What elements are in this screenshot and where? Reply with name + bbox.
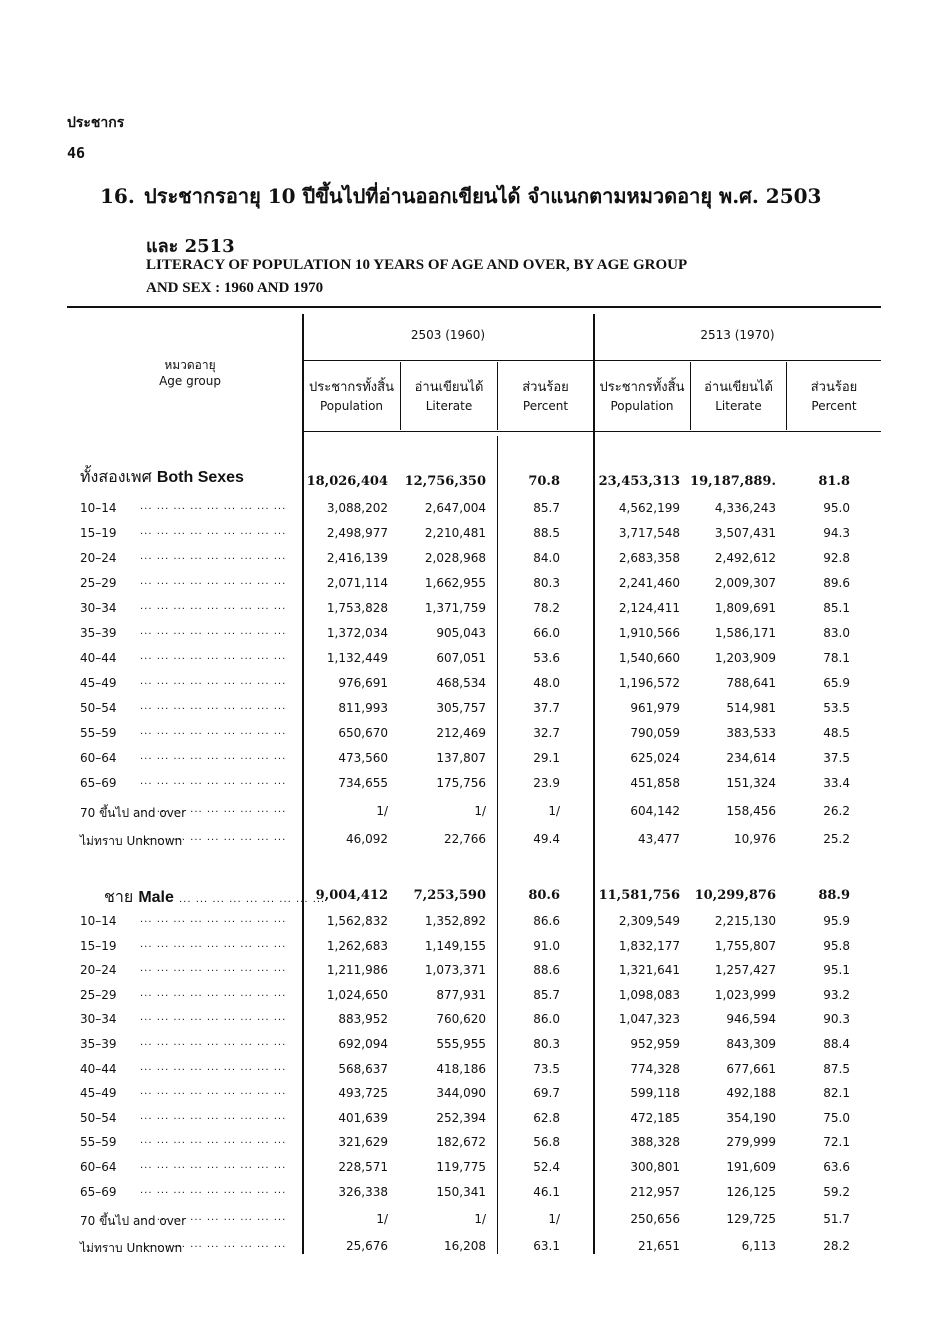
cell-percent-1960: 88.6 (533, 963, 560, 977)
age-group-cell: 65–69 (80, 776, 117, 790)
cell-percent-1960: 49.4 (533, 832, 560, 846)
cell-percent-1970: 83.0 (823, 626, 850, 640)
age-group-cell: 20–24 (80, 963, 117, 977)
age-group-cell: 50–54 (80, 701, 117, 715)
cell-population-1970: 604,142 (630, 804, 680, 818)
male-total-row (0, 888, 941, 908)
leader-dots: ... ... ... ... ... ... ... ... ... (140, 1185, 287, 1196)
cell-literate-1970: 677,661 (726, 1062, 776, 1076)
leader-dots: ... ... ... ... ... ... ... ... ... (140, 939, 287, 950)
cell-population-1960: 228,571 (338, 1160, 388, 1174)
leader-dots: ... ... ... ... ... ... ... ... ... (140, 963, 287, 974)
cell-percent-1970: 85.1 (823, 601, 850, 615)
cell-percent-1970: 48.5 (823, 726, 850, 740)
cell-population-1960: 650,670 (338, 726, 388, 740)
age-group-cell: 50–54 (80, 1111, 117, 1125)
cell-population-1970: 2,241,460 (618, 576, 680, 590)
table-row (0, 963, 941, 983)
title-thai-line1: ประชากรอายุ 10 ปีขึ้นไปที่อ่านออกเขียนได้ จำแนกตามหมวดอายุ พ.ศ. 2503 (144, 184, 822, 208)
leader-dots: ... ... ... ... ... ... ... ... ... (140, 804, 287, 815)
age-group-header-en: Age group (159, 374, 221, 388)
cell-literate-1960: 2,210,481 (424, 526, 486, 540)
cell-literate-1960: 1,073,371 (424, 963, 486, 977)
age-group-cell: 60–64 (80, 1160, 117, 1174)
cell-percent-1960: 23.9 (533, 776, 560, 790)
table-row (0, 1111, 941, 1131)
cell-literate-1970: 191,609 (726, 1160, 776, 1174)
table-row (0, 1012, 941, 1032)
table-title-english (146, 254, 846, 300)
cell-literate-1970: 158,456 (726, 804, 776, 818)
cell-population-1960: 25,676 (346, 1239, 388, 1253)
cell-population-1970: 1,098,083 (618, 988, 680, 1002)
leader-dots: ... ... ... ... ... ... ... ... ... (140, 1086, 287, 1097)
cell-population-1960: 1,024,650 (326, 988, 388, 1002)
year-header-1970: 2513 (1970) (700, 328, 775, 342)
leader-dots: ... ... ... ... ... ... ... ... ... (140, 1135, 287, 1146)
cell-percent-1970: 75.0 (823, 1111, 850, 1125)
cell-percent-1960: 78.2 (533, 601, 560, 615)
cell-percent-1960: 91.0 (533, 939, 560, 953)
table-row (0, 501, 941, 521)
cell-percent-1960: 29.1 (533, 751, 560, 765)
leader-dots: ... ... ... ... ... ... ... ... ... (140, 626, 287, 637)
table-row (0, 914, 941, 934)
cell-percent-1970: 37.5 (823, 751, 850, 765)
cell-percent-1970: 95.8 (823, 939, 850, 953)
cell-literate-1970: 1,023,999 (714, 988, 776, 1002)
cell-percent-1970: 53.5 (823, 701, 850, 715)
cell-percent-1960: 63.1 (533, 1239, 560, 1253)
cell-population-1960: 18,026,404 (306, 474, 388, 489)
cell-population-1960: 9,004,412 (315, 888, 388, 903)
age-group-cell: 20–24 (80, 551, 117, 565)
cell-literate-1970: 4,336,243 (714, 501, 776, 515)
section-category: ประชากร (67, 115, 125, 131)
cell-population-1960: 734,655 (338, 776, 388, 790)
cell-population-1960: 2,071,114 (326, 576, 388, 590)
cell-percent-1970: 78.1 (823, 651, 850, 665)
table-row (0, 1135, 941, 1155)
cell-literate-1960: 344,090 (436, 1086, 486, 1100)
cell-literate-1970: 1,257,427 (714, 963, 776, 977)
cell-population-1960: 2,498,977 (326, 526, 388, 540)
cell-population-1970: 23,453,313 (598, 474, 680, 489)
cell-population-1970: 472,185 (630, 1111, 680, 1125)
cell-percent-1960: 70.8 (528, 474, 560, 489)
age-group-cell: 60–64 (80, 751, 117, 765)
cell-population-1960: 2,416,139 (326, 551, 388, 565)
title-english-line1: LITERACY OF POPULATION 10 YEARS OF AGE AND OVER, BY AGE GROUP (146, 257, 688, 273)
cell-literate-1960: 1,149,155 (424, 939, 486, 953)
cell-literate-1960: 305,757 (436, 701, 486, 715)
age-group-cell: 35–39 (80, 626, 117, 640)
cell-literate-1960: 905,043 (436, 626, 486, 640)
cell-percent-1970: 28.2 (823, 1239, 850, 1253)
cell-population-1970: 4,562,199 (618, 501, 680, 515)
cell-population-1970: 2,309,549 (618, 914, 680, 928)
leader-dots: ... ... ... ... ... ... ... ... ... (140, 988, 287, 999)
cell-percent-1960: 56.8 (533, 1135, 560, 1149)
cell-population-1970: 961,979 (630, 701, 680, 715)
cell-percent-1970: 26.2 (823, 804, 850, 818)
leader-dots: ... ... ... ... ... ... ... ... ... (140, 676, 287, 687)
cell-population-1960: 692,094 (338, 1037, 388, 1051)
cell-literate-1960: 12,756,350 (404, 474, 486, 489)
cell-percent-1960: 86.0 (533, 1012, 560, 1026)
cell-literate-1970: 1,809,691 (714, 601, 776, 615)
cell-literate-1960: 150,341 (436, 1185, 486, 1199)
cell-literate-1970: 129,725 (726, 1212, 776, 1226)
cell-literate-1970: 1,203,909 (714, 651, 776, 665)
cell-population-1960: 1,562,832 (326, 914, 388, 928)
table-row (0, 551, 941, 571)
leader-dots: ... ... ... ... ... ... ... ... ... (140, 914, 287, 925)
cell-literate-1970: 10,299,876 (694, 888, 776, 903)
leader-dots: ... ... ... ... ... ... ... ... ... (140, 1037, 287, 1048)
cell-literate-1960: 16,208 (444, 1239, 486, 1253)
cell-population-1960: 1,132,449 (326, 651, 388, 665)
cell-population-1970: 21,651 (638, 1239, 680, 1253)
cell-literate-1960: 175,756 (436, 776, 486, 790)
cell-literate-1970: 234,614 (726, 751, 776, 765)
cell-literate-1960: 1,352,892 (424, 914, 486, 928)
cell-literate-1970: 126,125 (726, 1185, 776, 1199)
cell-literate-1960: 760,620 (436, 1012, 486, 1026)
year-header-1960: 2503 (1960) (410, 328, 486, 342)
cell-population-1970: 952,959 (630, 1037, 680, 1051)
age-group-cell: 55–59 (80, 1135, 117, 1149)
section-label-both-sexes: ทั้งสองเพศ Both Sexes (80, 467, 244, 486)
col-header-percent-1970: ส่วนร้อย Percent (810, 380, 858, 413)
table-row (0, 726, 941, 746)
table-row (0, 1086, 941, 1106)
cell-literate-1960: 1,371,759 (424, 601, 486, 615)
cell-literate-1960: 1/ (474, 1212, 486, 1226)
cell-percent-1960: 52.4 (533, 1160, 560, 1174)
cell-population-1960: 1/ (376, 804, 388, 818)
cell-population-1960: 976,691 (338, 676, 388, 690)
table-row (0, 601, 941, 621)
cell-literate-1960: 2,647,004 (424, 501, 486, 515)
cell-percent-1960: 88.5 (533, 526, 560, 540)
table-row (0, 651, 941, 671)
leader-dots: ... ... ... ... ... ... ... ... ... (140, 751, 287, 762)
table-row (0, 1062, 941, 1082)
leader-dots: ... ... ... ... ... ... ... ... ... (140, 1062, 287, 1073)
page-number: 46 (67, 144, 86, 162)
cell-population-1970: 11,581,756 (598, 888, 680, 903)
age-group-cell: 40–44 (80, 651, 117, 665)
cell-percent-1970: 88.4 (823, 1037, 850, 1051)
age-group-cell: 10–14 (80, 914, 117, 928)
cell-percent-1970: 63.6 (823, 1160, 850, 1174)
table-number: 16. (100, 184, 135, 208)
cell-population-1960: 1,372,034 (326, 626, 388, 640)
cell-population-1970: 451,858 (630, 776, 680, 790)
section-label-male: ชาย Male ... ... ... ... ... ... ... ... ... (104, 887, 326, 906)
cell-percent-1960: 46.1 (533, 1185, 560, 1199)
cell-percent-1960: 80.3 (533, 1037, 560, 1051)
age-group-cell: 25–29 (80, 988, 117, 1002)
cell-literate-1970: 946,594 (726, 1012, 776, 1026)
cell-literate-1960: 468,534 (436, 676, 486, 690)
cell-population-1970: 1,910,566 (618, 626, 680, 640)
cell-literate-1960: 182,672 (436, 1135, 486, 1149)
cell-percent-1960: 85.7 (533, 501, 560, 515)
cell-percent-1970: 95.1 (823, 963, 850, 977)
cell-percent-1970: 59.2 (823, 1185, 850, 1199)
leader-dots: ... ... ... ... ... ... ... ... ... (140, 501, 287, 512)
cell-percent-1960: 69.7 (533, 1086, 560, 1100)
cell-percent-1960: 1/ (548, 804, 560, 818)
header-bottom-rule (303, 431, 881, 432)
leader-dots: ... ... ... ... ... ... ... ... ... (140, 551, 287, 562)
table-row (0, 939, 941, 959)
cell-percent-1970: 25.2 (823, 832, 850, 846)
cell-percent-1960: 37.7 (533, 701, 560, 715)
age-group-cell: 55–59 (80, 726, 117, 740)
cell-population-1960: 3,088,202 (326, 501, 388, 515)
cell-literate-1960: 22,766 (444, 832, 486, 846)
cell-percent-1970: 33.4 (823, 776, 850, 790)
leader-dots: ... ... ... ... ... ... ... ... ... (140, 1012, 287, 1023)
cell-population-1960: 568,637 (338, 1062, 388, 1076)
cell-percent-1970: 81.8 (818, 474, 850, 489)
both-sexes-total-row (0, 474, 941, 494)
cell-percent-1970: 72.1 (823, 1135, 850, 1149)
leader-dots: ... ... ... ... ... ... ... ... ... (140, 651, 287, 662)
age-group-cell: 70 ขึ้นไป and over (80, 1214, 187, 1228)
cell-population-1960: 883,952 (338, 1012, 388, 1026)
cell-literate-1970: 2,492,612 (714, 551, 776, 565)
cell-population-1970: 388,328 (630, 1135, 680, 1149)
leader-dots: ... ... ... ... ... ... ... ... ... (140, 1160, 287, 1171)
cell-literate-1960: 212,469 (436, 726, 486, 740)
cell-population-1970: 2,683,358 (618, 551, 680, 565)
cell-literate-1970: 2,215,130 (714, 914, 776, 928)
cell-literate-1970: 514,981 (726, 701, 776, 715)
cell-population-1960: 401,639 (338, 1111, 388, 1125)
col-header-percent-1960: ส่วนร้อย Percent (522, 380, 569, 413)
cell-population-1960: 1,211,986 (326, 963, 388, 977)
table-row (0, 1160, 941, 1180)
title-thai-line2: และ 2513 (146, 236, 235, 257)
age-group-cell: 35–39 (80, 1037, 117, 1051)
leader-dots: ... ... ... ... ... ... ... ... ... (140, 776, 287, 787)
table-row (0, 701, 941, 721)
age-group-cell: 45–49 (80, 676, 117, 690)
cell-literate-1960: 418,186 (436, 1062, 486, 1076)
table-row (0, 676, 941, 696)
table-row (0, 1239, 941, 1259)
cell-percent-1960: 80.3 (533, 576, 560, 590)
cell-percent-1970: 95.0 (823, 501, 850, 515)
age-group-cell: 40–44 (80, 1062, 117, 1076)
table-row (0, 1212, 941, 1232)
cell-population-1970: 1,321,641 (618, 963, 680, 977)
age-group-header (110, 357, 270, 389)
cell-percent-1960: 53.6 (533, 651, 560, 665)
cell-population-1970: 625,024 (630, 751, 680, 765)
cell-population-1960: 1/ (376, 1212, 388, 1226)
cell-percent-1960: 1/ (548, 1212, 560, 1226)
title-english-line2: AND SEX : 1960 AND 1970 (146, 280, 324, 296)
cell-literate-1970: 354,190 (726, 1111, 776, 1125)
table-row (0, 804, 941, 824)
table-row (0, 576, 941, 596)
cell-literate-1970: 1,586,171 (714, 626, 776, 640)
cell-literate-1970: 492,188 (726, 1086, 776, 1100)
cell-literate-1970: 6,113 (741, 1239, 776, 1253)
cell-percent-1960: 32.7 (533, 726, 560, 740)
table-row (0, 776, 941, 796)
cell-population-1960: 46,092 (346, 832, 388, 846)
year-underline-1970 (594, 360, 881, 361)
leader-dots: ... ... ... ... ... ... ... ... ... (140, 1239, 287, 1250)
leader-dots: ... ... ... ... ... ... ... ... ... (140, 576, 287, 587)
age-group-header-th: หมวดอายุ (164, 358, 216, 372)
cell-population-1960: 1,753,828 (326, 601, 388, 615)
cell-percent-1960: 62.8 (533, 1111, 560, 1125)
cell-population-1960: 1,262,683 (326, 939, 388, 953)
cell-population-1970: 1,540,660 (618, 651, 680, 665)
cell-literate-1960: 1/ (474, 804, 486, 818)
table-row (0, 526, 941, 546)
col-header-population-1970: ประชากรทั้งสิ้น Population (599, 380, 685, 413)
cell-literate-1960: 2,028,968 (424, 551, 486, 565)
cell-population-1960: 473,560 (338, 751, 388, 765)
table-row (0, 988, 941, 1008)
age-group-cell: 10–14 (80, 501, 117, 515)
age-group-cell: 30–34 (80, 1012, 117, 1026)
cell-population-1970: 774,328 (630, 1062, 680, 1076)
cell-literate-1960: 607,051 (436, 651, 486, 665)
cell-population-1960: 493,725 (338, 1086, 388, 1100)
cell-percent-1970: 51.7 (823, 1212, 850, 1226)
cell-percent-1970: 92.8 (823, 551, 850, 565)
cell-literate-1960: 555,955 (436, 1037, 486, 1051)
table-row (0, 1037, 941, 1057)
table-row (0, 751, 941, 771)
cell-literate-1970: 383,533 (726, 726, 776, 740)
leader-dots: ... ... ... ... ... ... ... ... ... (140, 701, 287, 712)
cell-literate-1960: 252,394 (436, 1111, 486, 1125)
cell-population-1970: 1,196,572 (618, 676, 680, 690)
cell-percent-1960: 85.7 (533, 988, 560, 1002)
age-group-cell: 45–49 (80, 1086, 117, 1100)
cell-percent-1970: 93.2 (823, 988, 850, 1002)
age-group-cell: 15–19 (80, 939, 117, 953)
cell-literate-1960: 137,807 (436, 751, 486, 765)
cell-literate-1960: 119,775 (436, 1160, 486, 1174)
cell-population-1970: 300,801 (630, 1160, 680, 1174)
col-header-population-1960: ประชากรทั้งสิ้น Population (309, 380, 394, 413)
leader-dots: ... ... ... ... ... ... ... ... ... (140, 601, 287, 612)
cell-percent-1970: 87.5 (823, 1062, 850, 1076)
cell-percent-1960: 80.6 (528, 888, 560, 903)
cell-literate-1960: 877,931 (436, 988, 486, 1002)
cell-percent-1970: 65.9 (823, 676, 850, 690)
cell-literate-1960: 7,253,590 (413, 888, 486, 903)
cell-percent-1970: 82.1 (823, 1086, 850, 1100)
cell-percent-1970: 89.6 (823, 576, 850, 590)
cell-percent-1970: 94.3 (823, 526, 850, 540)
cell-population-1960: 321,629 (338, 1135, 388, 1149)
table-row (0, 832, 941, 852)
cell-percent-1970: 95.9 (823, 914, 850, 928)
leader-dots: ... ... ... ... ... ... ... ... ... (140, 832, 287, 843)
cell-literate-1970: 843,309 (726, 1037, 776, 1051)
cell-percent-1960: 84.0 (533, 551, 560, 565)
cell-percent-1960: 66.0 (533, 626, 560, 640)
cell-literate-1970: 788,641 (726, 676, 776, 690)
age-group-cell: 65–69 (80, 1185, 117, 1199)
cell-literate-1970: 10,976 (734, 832, 776, 846)
cell-literate-1960: 1,662,955 (424, 576, 486, 590)
table-title-thai (100, 180, 880, 212)
age-group-cell: ไม่ทราบ Unknown (80, 1241, 183, 1255)
cell-population-1970: 1,047,323 (618, 1012, 680, 1026)
cell-population-1970: 212,957 (630, 1185, 680, 1199)
age-group-cell: ไม่ทราบ Unknown (80, 834, 183, 848)
age-group-cell: 25–29 (80, 576, 117, 590)
cell-percent-1970: 90.3 (823, 1012, 850, 1026)
table-top-rule (67, 306, 881, 308)
cell-percent-1960: 73.5 (533, 1062, 560, 1076)
cell-literate-1970: 3,507,431 (714, 526, 776, 540)
cell-literate-1970: 151,324 (726, 776, 776, 790)
table-row (0, 626, 941, 646)
cell-literate-1970: 2,009,307 (714, 576, 776, 590)
col-header-literate-1970: อ่านเขียนได้ Literate (704, 380, 773, 413)
cell-population-1970: 3,717,548 (618, 526, 680, 540)
cell-population-1970: 250,656 (630, 1212, 680, 1226)
cell-population-1970: 2,124,411 (618, 601, 680, 615)
cell-literate-1970: 1,755,807 (714, 939, 776, 953)
leader-dots: ... ... ... ... ... ... ... ... ... (140, 1212, 287, 1223)
cell-percent-1960: 48.0 (533, 676, 560, 690)
leader-dots: ... ... ... ... ... ... ... ... ... (140, 526, 287, 537)
cell-literate-1970: 279,999 (726, 1135, 776, 1149)
table-row (0, 1185, 941, 1205)
cell-literate-1970: 19,187,889. (690, 474, 776, 489)
cell-population-1970: 790,059 (630, 726, 680, 740)
cell-percent-1970: 88.9 (818, 888, 850, 903)
cell-population-1960: 811,993 (338, 701, 388, 715)
cell-population-1970: 599,118 (630, 1086, 680, 1100)
cell-population-1970: 43,477 (638, 832, 680, 846)
cell-population-1970: 1,832,177 (618, 939, 680, 953)
col-header-literate-1960: อ่านเขียนได้ Literate (414, 380, 484, 413)
cell-percent-1960: 86.6 (533, 914, 560, 928)
age-group-cell: 70 ขึ้นไป and over (80, 806, 187, 820)
leader-dots: ... ... ... ... ... ... ... ... ... (140, 726, 287, 737)
year-underline-1960 (303, 360, 593, 361)
age-group-cell: 30–34 (80, 601, 117, 615)
age-group-cell: 15–19 (80, 526, 117, 540)
cell-population-1960: 326,338 (338, 1185, 388, 1199)
leader-dots: ... ... ... ... ... ... ... ... ... (140, 1111, 287, 1122)
